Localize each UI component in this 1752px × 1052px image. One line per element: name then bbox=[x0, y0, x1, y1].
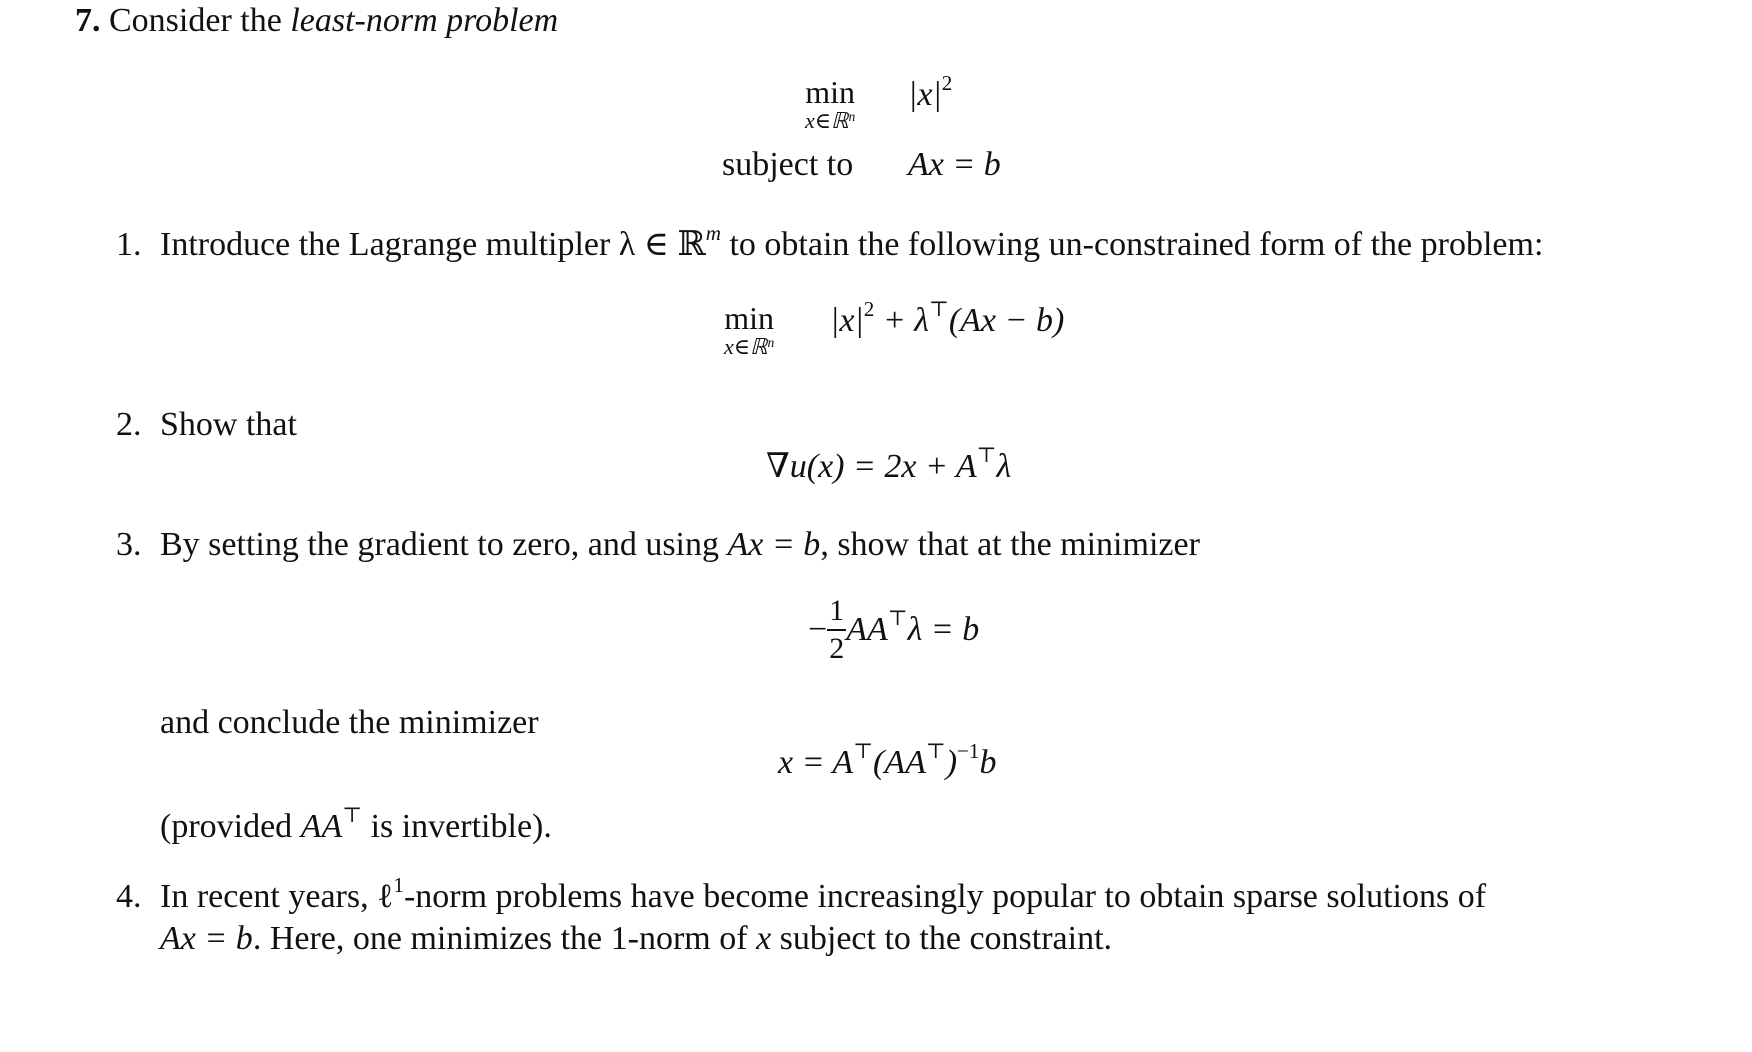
min-label: min bbox=[805, 74, 856, 110]
item-3-number: 3. bbox=[116, 526, 142, 563]
invertibility-note: (provided AA⊤ is invertible). bbox=[160, 802, 552, 845]
constraint-equation: Ax = b bbox=[908, 146, 1001, 183]
min-label: min bbox=[724, 300, 775, 336]
one-half-fraction: $\frac{1}{2}$ bbox=[829, 594, 845, 665]
objective-expression bbox=[908, 70, 953, 113]
constraint-label: subject to bbox=[722, 146, 854, 183]
item-4-line-1: In recent years, ℓ$^1$-norm problems have become increasingly popular to obtain sparse solutions of bbox=[160, 872, 1487, 915]
problem-heading bbox=[75, 4, 558, 38]
problem-intro: Consider the bbox=[109, 2, 282, 39]
item-2-number: 2. bbox=[116, 406, 142, 443]
problem-number: 7. bbox=[75, 2, 101, 39]
min-subscript: x∈ℝ$^n$ bbox=[724, 334, 775, 359]
conclude-text: and conclude the minimizer bbox=[160, 704, 539, 741]
item-2-text: Show that bbox=[160, 406, 297, 443]
item-1-text: Introduce the Lagrange multipler λ ∈ ℝ$^m$ to obtain the following un-constrained form of the problem: bbox=[160, 220, 1544, 263]
lagrangian-expression: $|x|^2 + \lambda^⊤(Ax - b)$ bbox=[830, 296, 1065, 339]
item-3-text: By setting the gradient to zero, and using Ax = b, show that at the minimizer bbox=[160, 526, 1200, 563]
objective-min-operator bbox=[805, 76, 855, 137]
item-1-number: 1. bbox=[116, 226, 142, 263]
item-4-number: 4. bbox=[116, 878, 142, 915]
lagrangian-min-operator bbox=[724, 302, 774, 363]
item-4-line-2: Ax = b. Here, one minimizes the 1-norm of x subject to the constraint. bbox=[160, 920, 1113, 957]
problem-intro-emphasis: least-norm problem bbox=[290, 2, 559, 39]
objective-norm: |x| bbox=[908, 76, 942, 113]
objective-exponent: 2 bbox=[941, 70, 953, 95]
min-subscript: x∈ℝ$^n$ bbox=[805, 108, 856, 133]
minimizer-condition-equation: − $\frac{1}{2}$ AA⊤λ = b bbox=[808, 594, 980, 665]
gradient-equation: ∇u(x) = 2x + A⊤λ bbox=[766, 442, 1012, 485]
minimizer-solution-equation: $x = A^⊤(AA^⊤)^{-1}b$ bbox=[778, 738, 997, 781]
